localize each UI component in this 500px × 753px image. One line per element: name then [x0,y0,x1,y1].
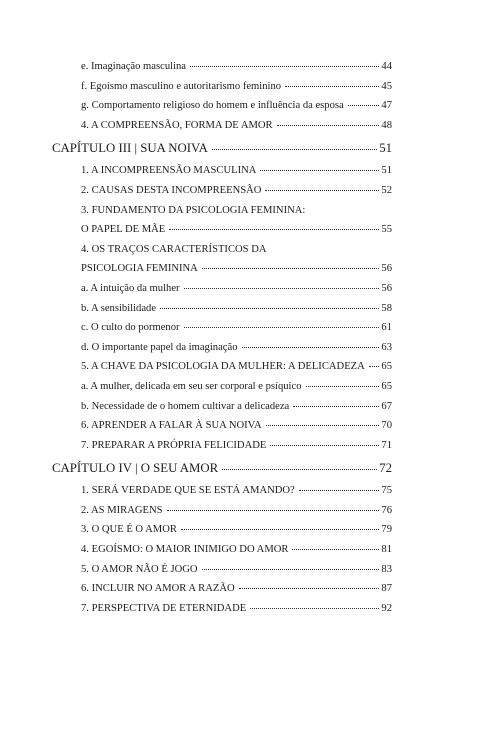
toc-entry-title: f. Egoísmo masculino e autoritarismo feminino [81,80,282,92]
toc-entry-title: 3. FUNDAMENTO DA PSICOLOGIA FEMININA: [81,204,306,216]
toc-page-number: 76 [381,504,392,516]
toc-entry-title: CAPÍTULO IV | O SEU AMOR [52,461,219,476]
dot-leader [222,469,377,470]
toc-page-number: 71 [381,439,392,451]
dot-leader [348,105,380,106]
toc-entry-title: 6. INCLUIR NO AMOR A RAZÃO [81,583,235,595]
toc-entry-title: 4. EGOÍSMO: O MAIOR INIMIGO DO AMOR [81,544,289,556]
toc-page-number: 44 [381,61,392,72]
toc-entry-title: e. Imaginação masculina [81,61,187,72]
toc-entry-title: 5. A CHAVE DA PSICOLOGIA DA MULHER: A DELICADEZA [81,361,365,373]
toc-entry-title: 2. CAUSAS DESTA INCOMPREENSÃO [81,184,262,196]
toc-entry-title: b. Necessidade de o homem cultivar a delicadeza [81,400,290,412]
dot-leader [306,386,380,387]
toc-page-number: 65 [381,361,392,373]
toc-entry [52,119,392,139]
dot-leader [212,149,377,150]
toc-entry-title: d. O importante papel da imaginação [81,341,238,353]
toc-page-number: 56 [381,263,392,275]
toc-entry [52,563,392,583]
toc-entry [52,223,392,243]
toc-page-number: 75 [381,485,392,497]
toc-entry-title: 4. A COMPREENSÃO, FORMA DE AMOR [81,119,273,131]
toc-entry-title: 7. PREPARAR A PRÓPRIA FELICIDADE [81,439,267,451]
toc-entry [52,380,392,400]
toc-entry [52,360,392,380]
toc-entry [52,523,392,543]
toc-page-number: 48 [381,119,392,131]
dot-leader [369,366,380,367]
dot-leader [160,308,379,309]
toc-entry-title: PSICOLOGIA FEMININA [81,263,198,275]
toc-entry [52,543,392,563]
toc-entry-title: b. A sensibilidade [81,302,157,314]
toc-page-number: 45 [381,80,392,92]
toc-entry-title: CAPÍTULO III | SUA NOIVA [52,141,208,156]
toc-entry-title: g. Comportamento religioso do homem e influência da esposa [81,100,344,112]
toc-entry [52,164,392,184]
toc-entry-title: 4. OS TRAÇOS CARACTERÍSTICOS DA [81,243,267,255]
toc-page-number: 72 [379,461,392,476]
toc-entry [52,204,392,224]
toc-entry-title: a. A mulher, delicada em seu ser corporal e psíquico [81,380,302,392]
dot-leader [270,445,379,446]
toc-page-number: 52 [381,184,392,196]
toc-entry-title: 1. SERÁ VERDADE QUE SE ESTÁ AMANDO? [81,485,295,497]
toc-page-number: 61 [381,322,392,334]
toc-page-number: 65 [381,380,392,392]
toc-page-number: 47 [381,100,392,112]
dot-leader [260,170,379,171]
toc-entry [52,262,392,282]
toc-page-number: 58 [381,302,392,314]
toc-entry-title: 2. AS MIRAGENS [81,504,163,516]
toc-entry [52,80,392,100]
toc-page-number: 51 [379,141,392,156]
toc-entry [52,484,392,504]
toc-page-number: 92 [381,602,392,614]
dot-leader [266,425,380,426]
dot-leader [202,268,380,269]
toc-entry [52,60,392,80]
toc-entry [52,99,392,119]
table-of-contents [52,60,392,621]
dot-leader [292,549,379,550]
toc-entry [52,243,392,263]
toc-page-number: 83 [381,563,392,575]
toc-entry [52,439,392,459]
toc-page-number: 81 [381,544,392,556]
toc-entry [52,282,392,302]
toc-entry [52,400,392,420]
toc-entry-title: 5. O AMOR NÃO É JOGO [81,563,198,575]
toc-chapter-entry [52,140,392,164]
toc-entry-title: 7. PERSPECTIVA DE ETERNIDADE [81,602,247,614]
toc-page-number: 87 [381,583,392,595]
toc-entry-title: c. O culto do pormenor [81,322,180,334]
toc-entry [52,302,392,322]
dot-leader [265,190,379,191]
toc-entry [52,341,392,361]
dot-leader [184,288,380,289]
toc-entry [52,419,392,439]
toc-entry [52,321,392,341]
toc-entry [52,504,392,524]
toc-page-number: 51 [381,165,392,177]
dot-leader [277,125,380,126]
dot-leader [202,569,380,570]
dot-leader [184,327,380,328]
dot-leader [242,347,380,348]
toc-entry-title: 3. O QUE É O AMOR [81,524,177,536]
dot-leader [181,529,379,530]
dot-leader [299,490,380,491]
toc-entry [52,582,392,602]
dot-leader [285,86,379,87]
toc-entry-title: 6. APRENDER A FALAR À SUA NOIVA [81,420,262,432]
toc-entry-title: O PAPEL DE MÃE [81,224,166,236]
dot-leader [169,229,379,230]
dot-leader [190,66,379,67]
toc-entry-title: 1. A INCOMPREENSÃO MASCULINA [81,165,257,177]
toc-entry [52,602,392,622]
toc-page-number: 55 [381,224,392,236]
toc-chapter-entry [52,460,392,484]
dot-leader [250,608,379,609]
toc-entry [52,184,392,204]
toc-page-number: 79 [381,524,392,536]
toc-page-number: 56 [381,282,392,294]
toc-entry-title: a. A intuição da mulher [81,282,180,294]
dot-leader [239,588,380,589]
dot-leader [293,406,379,407]
toc-page-number: 63 [381,341,392,353]
toc-page-number: 67 [381,400,392,412]
dot-leader [167,510,380,511]
toc-page-number: 70 [381,420,392,432]
